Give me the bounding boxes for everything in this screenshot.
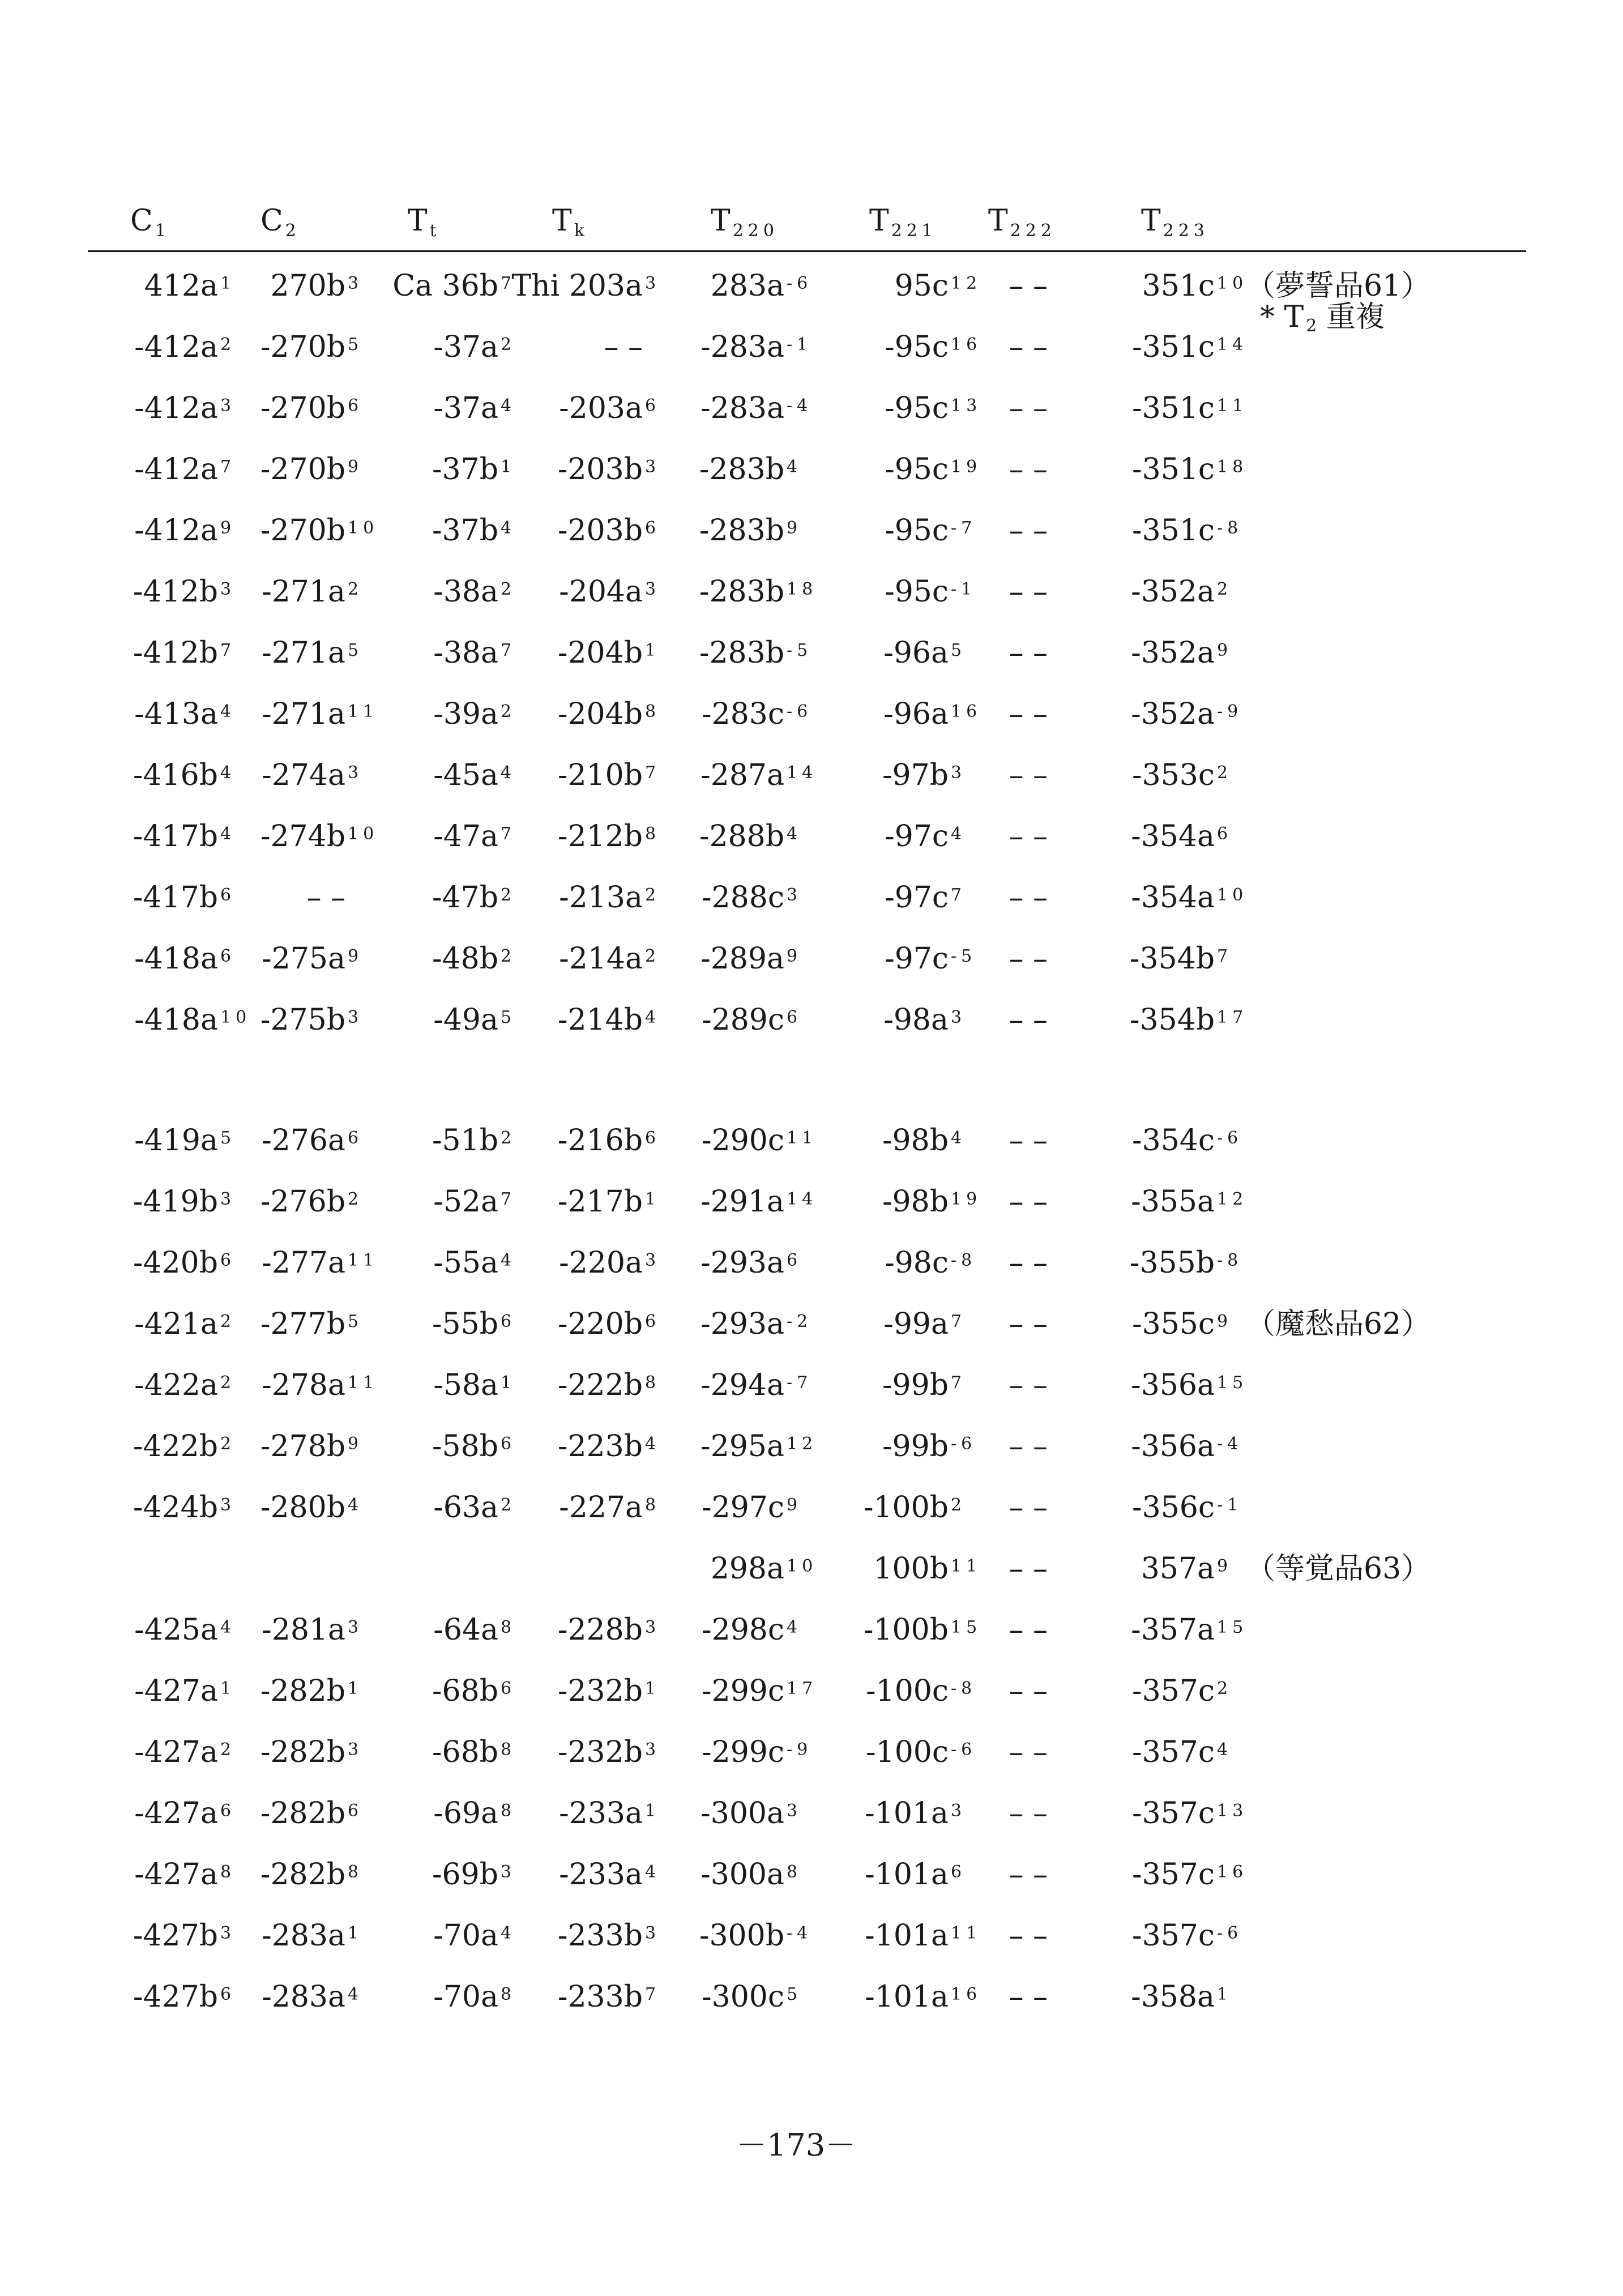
table-cell: -99b $^{-6}$ (882, 1429, 977, 1463)
column-header-6: T $_{221}$ (869, 204, 937, 241)
table-cell: -101a $^6$ (865, 1858, 967, 1892)
table-cell: -412b $^7$ (133, 636, 236, 670)
table-cell: -294a $^{-7}$ (701, 1368, 813, 1402)
table-cell: -95c $^{-7}$ (885, 514, 977, 548)
table-cell: – – (1009, 1796, 1048, 1830)
table-cell: -358a $^1$ (1131, 1980, 1233, 2014)
table-cell: -203a $^6$ (559, 391, 661, 425)
table-cell: 357a $^9$ (1141, 1552, 1233, 1586)
table-cell: -45a $^4$ (433, 758, 516, 792)
table-cell: -98b $^{19}$ (882, 1185, 982, 1219)
table-cell: -288c $^3$ (702, 881, 802, 915)
table-cell: – – (1009, 1552, 1048, 1586)
table-cell: -418a $^6$ (134, 942, 236, 976)
table-cell: -101a $^{11}$ (865, 1919, 982, 1953)
table-cell: – – (1009, 1491, 1048, 1525)
table-cell: -220b $^6$ (557, 1307, 661, 1341)
table-cell: -213a $^2$ (559, 881, 661, 915)
table-cell: -275b $^3$ (260, 1003, 364, 1037)
table-cell: -427a $^8$ (134, 1858, 236, 1892)
table-cell: -353c $^2$ (1132, 758, 1233, 792)
table-cell: -276b $^2$ (260, 1185, 364, 1219)
table-cell: -283a $^4$ (262, 1980, 364, 2014)
table-cell: -293a $^{-2}$ (701, 1307, 813, 1341)
table-cell: -354a $^{10}$ (1131, 881, 1248, 915)
table-cell: -204b $^1$ (557, 636, 661, 670)
table-cell: -278b $^9$ (260, 1429, 364, 1463)
table-cell: -55b $^6$ (432, 1307, 516, 1341)
table-cell: -427a $^1$ (134, 1674, 236, 1708)
table-cell: -96a $^5$ (883, 636, 967, 670)
table-cell: 412a $^1$ (144, 269, 236, 303)
table-cell: -421a $^2$ (134, 1307, 236, 1341)
table-cell: -48b $^2$ (432, 942, 516, 976)
table-cell: -299c $^{-9}$ (702, 1735, 813, 1769)
table-cell: – – (1009, 942, 1048, 976)
table-cell: -58a $^1$ (433, 1368, 516, 1402)
table-cell: -52a $^7$ (433, 1185, 516, 1219)
table-cell: -228b $^3$ (557, 1613, 661, 1647)
table-cell: -100c $^{-8}$ (866, 1674, 977, 1708)
table-cell: – – (1009, 1613, 1048, 1647)
table-cell: -222b $^8$ (557, 1368, 661, 1402)
column-header-1: C $_1$ (130, 204, 170, 241)
chapter-note: （等覚品63） (1246, 1552, 1431, 1586)
table-cell: -216b $^6$ (557, 1124, 661, 1158)
table-cell: -97c $^7$ (885, 881, 967, 915)
table-cell: -427b $^6$ (133, 1980, 236, 2014)
table-cell: -356a $^{15}$ (1131, 1368, 1248, 1402)
table-cell: – – (306, 881, 345, 915)
duplicate-note: * T $_2$ 重複 (1260, 300, 1385, 336)
table-cell: -233a $^1$ (559, 1796, 661, 1830)
table-cell: -356a $^{-4}$ (1131, 1429, 1243, 1463)
table-cell: – – (1009, 1124, 1048, 1158)
table-cell: -270b $^5$ (260, 330, 364, 364)
table-cell: -352a $^9$ (1131, 636, 1233, 670)
table-cell: -293a $^6$ (701, 1246, 802, 1280)
table-cell: -274a $^3$ (262, 758, 364, 792)
table-cell: -277b $^5$ (260, 1307, 364, 1341)
table-cell: – – (1009, 1919, 1048, 1953)
table-cell: -68b $^6$ (432, 1674, 516, 1708)
table-cell: -220a $^3$ (559, 1246, 661, 1280)
table-cell: -357c $^4$ (1132, 1735, 1233, 1769)
table-cell: -424b $^3$ (133, 1491, 236, 1525)
chapter-note: （夢誓品61） (1246, 269, 1431, 303)
table-cell: -232b $^1$ (557, 1674, 661, 1708)
table-cell: -287a $^{14}$ (701, 758, 818, 792)
column-header-5: T $_{220}$ (711, 204, 779, 241)
table-cell: -217b $^1$ (557, 1185, 661, 1219)
table-cell: -101a $^3$ (865, 1796, 967, 1830)
table-cell: -270b $^{10}$ (260, 514, 379, 548)
table-cell: 100b $^{11}$ (873, 1552, 982, 1586)
table-cell: – – (1009, 1003, 1048, 1037)
column-header-4: T $_k$ (552, 204, 589, 241)
table-cell: 270b $^3$ (270, 269, 364, 303)
column-header-8: T $_{223}$ (1141, 204, 1209, 241)
table-cell: -300c $^5$ (702, 1980, 802, 2014)
table-cell: -95c $^{16}$ (885, 330, 982, 364)
table-cell: -354c $^{-6}$ (1132, 1124, 1243, 1158)
table-cell: -351c $^{14}$ (1132, 330, 1248, 364)
table-cell: -70a $^8$ (433, 1980, 516, 2014)
table-cell: -233a $^4$ (559, 1858, 661, 1892)
table-cell: – – (1009, 330, 1048, 364)
table-cell: -291a $^{14}$ (701, 1185, 818, 1219)
table-cell: 351c $^{10}$ (1142, 269, 1248, 303)
table-cell: -233b $^7$ (557, 1980, 661, 2014)
table-cell: -37b $^1$ (432, 453, 516, 486)
table-cell: -100b $^{15}$ (863, 1613, 982, 1647)
table-cell: -357c $^{16}$ (1132, 1858, 1248, 1892)
page-number: －173－ (736, 2127, 856, 2163)
table-cell: -97c $^{-5}$ (885, 942, 977, 976)
table-cell: -98b $^4$ (882, 1124, 967, 1158)
table-cell: -277a $^{11}$ (262, 1246, 379, 1280)
table-cell: -98a $^3$ (883, 1003, 967, 1037)
table-cell: -204a $^3$ (559, 575, 661, 609)
table-cell: -427a $^2$ (134, 1735, 236, 1769)
table-cell: -38a $^2$ (433, 575, 516, 609)
table-cell: -295a $^{12}$ (701, 1429, 818, 1463)
table-cell: – – (604, 330, 643, 364)
table-cell: -68b $^8$ (432, 1735, 516, 1769)
table-cell: -283b $^{18}$ (699, 575, 818, 609)
table-cell: -357a $^{15}$ (1131, 1613, 1248, 1647)
chapter-note: （魔愁品62） (1246, 1307, 1431, 1341)
table-cell: -203b $^3$ (557, 453, 661, 486)
table-cell: – – (1009, 575, 1048, 609)
table-cell: -422b $^2$ (133, 1429, 236, 1463)
column-header-3: T $_t$ (408, 204, 441, 241)
table-cell: -412a $^2$ (134, 330, 236, 364)
table-cell: -96a $^{16}$ (883, 697, 982, 731)
table-cell: -95c $^{19}$ (885, 453, 982, 486)
table-cell: -97b $^3$ (882, 758, 967, 792)
table-cell: -283b $^4$ (699, 453, 802, 486)
table-cell: -351c $^{-8}$ (1132, 514, 1243, 548)
table-cell: 95c $^{12}$ (894, 269, 982, 303)
table-cell: -204b $^8$ (557, 697, 661, 731)
table-cell: -69b $^3$ (432, 1858, 516, 1892)
table-cell: -282b $^6$ (260, 1796, 364, 1830)
table-cell: -298c $^4$ (702, 1613, 802, 1647)
table-cell: -95c $^{-1}$ (885, 575, 977, 609)
table-cell: -47a $^7$ (433, 820, 516, 853)
table-cell: – – (1009, 1980, 1048, 2014)
table-cell: -357c $^{-6}$ (1132, 1919, 1243, 1953)
table-cell: -223b $^4$ (557, 1429, 661, 1463)
table-cell: – – (1009, 820, 1048, 853)
table-cell: – – (1009, 1307, 1048, 1341)
table-cell: -417b $^4$ (133, 820, 236, 853)
table-cell: -100c $^{-6}$ (866, 1735, 977, 1769)
table-cell: -101a $^{16}$ (865, 1980, 982, 2014)
table-cell: -352a $^2$ (1131, 575, 1233, 609)
table-cell: -300b $^{-4}$ (699, 1919, 813, 1953)
table-cell: -49a $^5$ (433, 1003, 516, 1037)
table-cell: -271a $^5$ (262, 636, 364, 670)
table-cell: -58b $^6$ (432, 1429, 516, 1463)
column-header-7: T $_{222}$ (988, 204, 1056, 241)
table-cell: -39a $^2$ (433, 697, 516, 731)
table-cell: -420b $^6$ (133, 1246, 236, 1280)
table-cell: – – (1009, 697, 1048, 731)
table-cell: -300a $^3$ (701, 1796, 802, 1830)
table-cell: – – (1009, 758, 1048, 792)
table-cell: – – (1009, 391, 1048, 425)
table-cell: -413a $^4$ (134, 697, 236, 731)
table-cell: -355a $^{12}$ (1131, 1185, 1248, 1219)
table-cell: -282b $^8$ (260, 1858, 364, 1892)
table-cell: -271a $^2$ (262, 575, 364, 609)
column-header-2: C $_2$ (260, 204, 301, 241)
table-cell: -278a $^{11}$ (262, 1368, 379, 1402)
table-cell: – – (1009, 1858, 1048, 1892)
table-cell: -37b $^4$ (432, 514, 516, 548)
table-cell: -283b $^{-5}$ (699, 636, 813, 670)
table-cell: -283a $^1$ (262, 1919, 364, 1953)
table-cell: -289a $^9$ (701, 942, 802, 976)
table-cell: -412a $^7$ (134, 453, 236, 486)
table-cell: -283c $^{-6}$ (702, 697, 813, 731)
table-cell: -297c $^9$ (702, 1491, 802, 1525)
table-cell: -281a $^3$ (262, 1613, 364, 1647)
table-cell: -214b $^4$ (557, 1003, 661, 1037)
table-cell: – – (1009, 1368, 1048, 1402)
table-cell: -64a $^8$ (433, 1613, 516, 1647)
table-cell: – – (1009, 881, 1048, 915)
table-cell: -422a $^2$ (134, 1368, 236, 1402)
table-cell: -425a $^4$ (134, 1613, 236, 1647)
table-cell: -97c $^4$ (885, 820, 967, 853)
table-cell: -210b $^7$ (557, 758, 661, 792)
table-cell: -38a $^7$ (433, 636, 516, 670)
table-cell: -37a $^2$ (433, 330, 516, 364)
table-cell: 283a $^{-6}$ (710, 269, 813, 303)
table-cell: -288b $^4$ (699, 820, 802, 853)
table-cell: -418a $^{10}$ (134, 1003, 251, 1037)
table-cell: -282b $^1$ (260, 1674, 364, 1708)
header-rule (88, 250, 1526, 252)
table-cell: -412a $^9$ (134, 514, 236, 548)
table-cell: -354b $^7$ (1129, 942, 1233, 976)
table-cell: -70a $^4$ (433, 1919, 516, 1953)
table-cell: -47b $^2$ (432, 881, 516, 915)
table-cell: -100b $^2$ (863, 1491, 967, 1525)
table-cell: -419a $^5$ (134, 1124, 236, 1158)
table-cell: -283a $^{-4}$ (701, 391, 813, 425)
table-cell: -233b $^3$ (557, 1919, 661, 1953)
table-cell: – – (1009, 1429, 1048, 1463)
table-cell: -416b $^4$ (133, 758, 236, 792)
table-cell: 298a $^{10}$ (710, 1552, 818, 1586)
table-cell: -271a $^{11}$ (262, 697, 379, 731)
table-cell: -283a $^{-1}$ (701, 330, 813, 364)
table-cell: -98c $^{-8}$ (885, 1246, 977, 1280)
table-cell: – – (1009, 453, 1048, 486)
table-cell: -354a $^6$ (1131, 820, 1233, 853)
table-cell: -351c $^{11}$ (1132, 391, 1248, 425)
table-cell: – – (1009, 1735, 1048, 1769)
table-cell: -270b $^9$ (260, 453, 364, 486)
table-cell: -212b $^8$ (557, 820, 661, 853)
table-cell: – – (1009, 1674, 1048, 1708)
table-cell: -352a $^{-9}$ (1131, 697, 1243, 731)
table-cell: -276a $^6$ (262, 1124, 364, 1158)
table-cell: -99b $^7$ (882, 1368, 967, 1402)
table-cell: -282b $^3$ (260, 1735, 364, 1769)
table-cell: – – (1009, 1246, 1048, 1280)
table-cell: -37a $^4$ (433, 391, 516, 425)
table-cell: -63a $^2$ (433, 1491, 516, 1525)
table-cell: – – (1009, 636, 1048, 670)
table-cell: – – (1009, 269, 1048, 303)
table-cell: Ca 36b $^7$ (392, 269, 516, 303)
table-cell: -357c $^{13}$ (1132, 1796, 1248, 1830)
table-cell: -300a $^8$ (701, 1858, 802, 1892)
table-cell: -95c $^{13}$ (885, 391, 982, 425)
table-cell: -283b $^9$ (699, 514, 802, 548)
table-cell: -299c $^{17}$ (702, 1674, 818, 1708)
table-cell: – – (1009, 514, 1048, 548)
table-cell: -270b $^6$ (260, 391, 364, 425)
table-cell: -354b $^{17}$ (1129, 1003, 1248, 1037)
table-cell: -280b $^4$ (260, 1491, 364, 1525)
table-cell: -427b $^3$ (133, 1919, 236, 1953)
table-cell: -55a $^4$ (433, 1246, 516, 1280)
table-cell: -417b $^6$ (133, 881, 236, 915)
table-cell: -355b $^{-8}$ (1129, 1246, 1243, 1280)
table-cell: -412b $^3$ (133, 575, 236, 609)
table-cell: -274b $^{10}$ (260, 820, 379, 853)
table-cell: – – (1009, 1185, 1048, 1219)
table-cell: -227a $^8$ (559, 1491, 661, 1525)
table-cell: -51b $^2$ (432, 1124, 516, 1158)
table-cell: -275a $^9$ (262, 942, 364, 976)
table-cell: -214a $^2$ (559, 942, 661, 976)
table-cell: -203b $^6$ (557, 514, 661, 548)
table-cell: -351c $^{18}$ (1132, 453, 1248, 486)
table-cell: Thi 203a $^3$ (511, 269, 661, 303)
table-cell: -357c $^2$ (1132, 1674, 1233, 1708)
table-cell: -290c $^{11}$ (702, 1124, 818, 1158)
table-cell: -99a $^7$ (883, 1307, 967, 1341)
table-cell: -289c $^6$ (702, 1003, 802, 1037)
table-cell: -355c $^9$ (1132, 1307, 1233, 1341)
table-cell: -427a $^6$ (134, 1796, 236, 1830)
table-cell: -232b $^3$ (557, 1735, 661, 1769)
table-cell: -69a $^8$ (433, 1796, 516, 1830)
table-cell: -356c $^{-1}$ (1132, 1491, 1243, 1525)
table-cell: -412a $^3$ (134, 391, 236, 425)
table-cell: -419b $^3$ (133, 1185, 236, 1219)
